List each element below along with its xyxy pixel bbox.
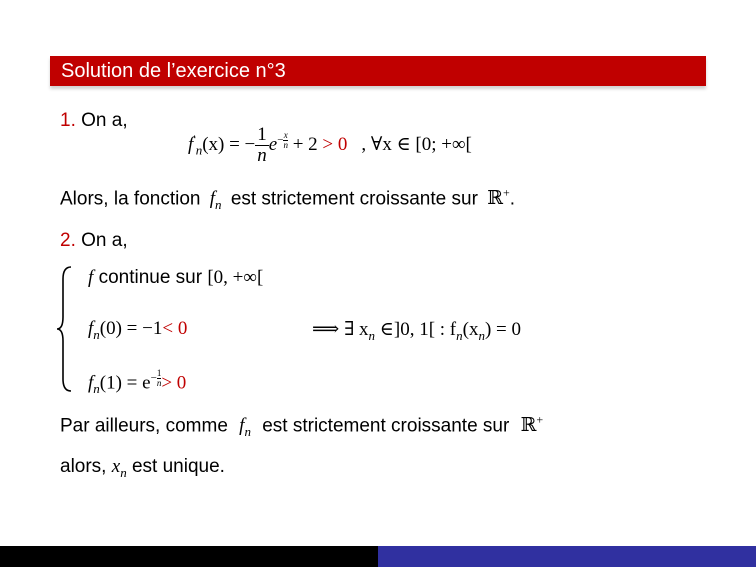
derivative-arg: (x) = −: [202, 133, 256, 155]
forall-domain: , ∀x ∈ [0; +∞[: [361, 133, 472, 155]
step-1-label: On a,: [81, 110, 128, 131]
step-1-heading: [60, 110, 128, 132]
step-2-label: On a,: [81, 230, 128, 251]
footer-left-bar: [0, 546, 378, 567]
condition-f-at-1: $f_n(1) = e^{- \frac{1}{n}}$ > 0: [88, 368, 187, 397]
condition-f-at-0: $f_n(0) = -1< 0$: [88, 318, 188, 342]
exp-base: e: [268, 133, 278, 155]
subscript-n: n: [195, 142, 203, 158]
step-1-number: 1.: [60, 110, 76, 131]
derivative-equation: [188, 125, 472, 166]
step-2-number: 2.: [60, 230, 76, 251]
positive-inequality: > 0: [322, 133, 348, 155]
left-brace: [57, 265, 73, 393]
ivt-conclusion: ⟹ ∃ $x_n$ ∈]0, 1[ : $f_n(x_n) = 0$: [312, 319, 521, 343]
footer-right-bar: [378, 546, 756, 567]
f-symbol: f: [188, 133, 194, 155]
conclusion-2-line-2: alors, $x_n$ est unique.: [60, 456, 225, 480]
condition-continuity: f continue sur [0, +∞[: [88, 267, 264, 288]
exponent: − x n: [277, 129, 288, 150]
conclusion-1: Alors, la fonction $f_n$ est strictement croissante sur ℝ+.: [60, 186, 516, 213]
fraction-1-over-n: $\frac{1}{n}$: [257, 124, 267, 166]
prime-symbol: ′: [193, 133, 196, 146]
conclusion-2-line-1: Par ailleurs, comme $f_n$ est strictement croissante sur ℝ+: [60, 413, 544, 440]
frame-title: Solution de l’exercice n°3: [50, 56, 706, 86]
plus-two: + 2: [287, 133, 323, 155]
step-2-heading: [60, 230, 128, 252]
